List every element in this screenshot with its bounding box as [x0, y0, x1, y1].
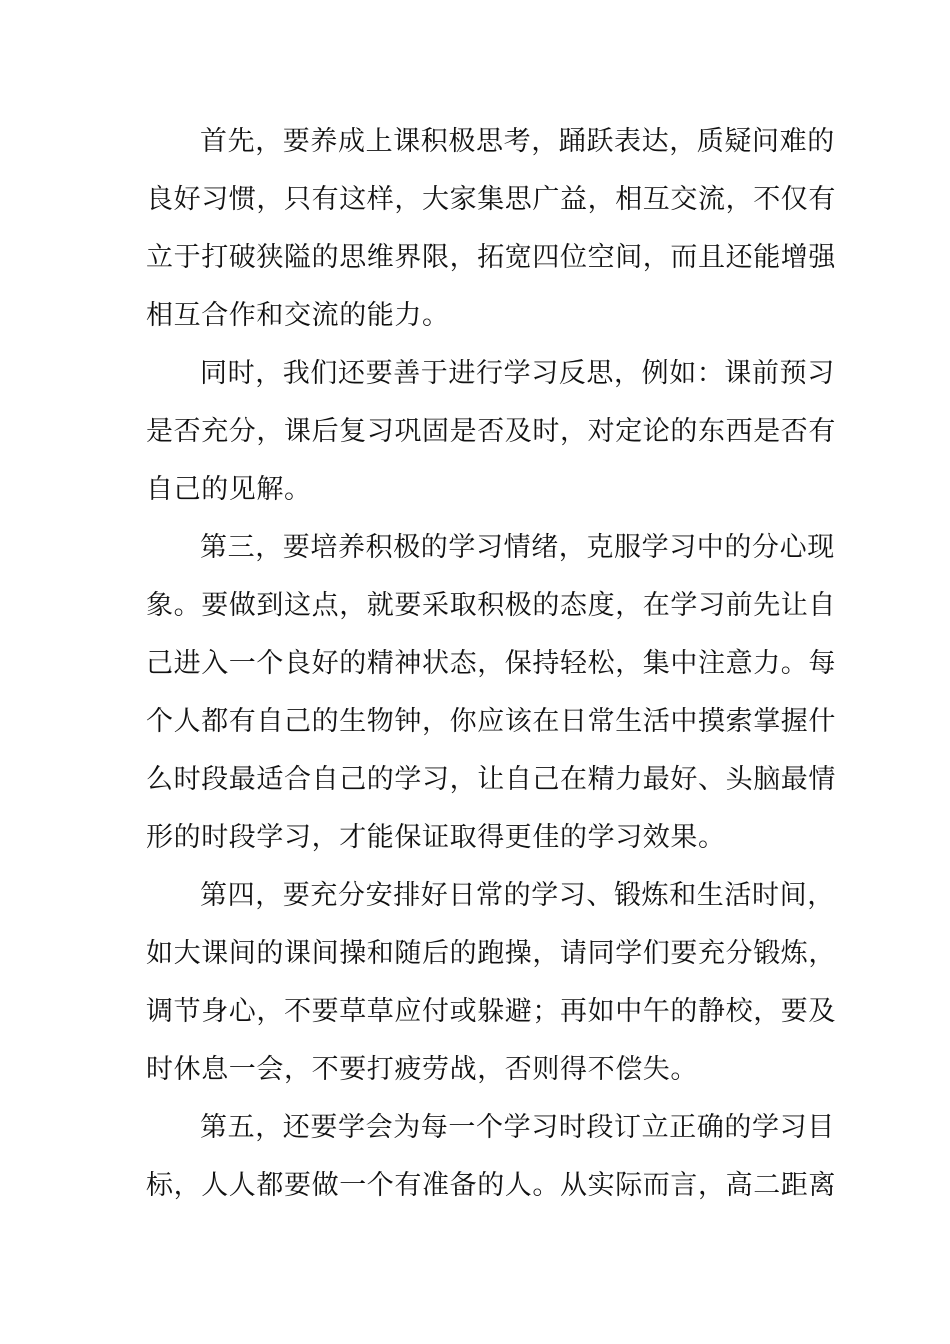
paragraph-5 — [146, 1099, 836, 1215]
paragraph-line: 如大课间的课间操和随后的跑操，请同学们要充分锻炼， — [146, 938, 836, 969]
paragraph-line: 个人都有自己的生物钟，你应该在日常生活中摸索掌握什 — [146, 706, 836, 737]
paragraph-2 — [146, 345, 836, 519]
paragraph-4 — [146, 867, 836, 1099]
paragraph-line: 时休息一会，不要打疲劳战，否则得不偿失。 — [146, 1054, 698, 1085]
paragraph-line: 首先，要养成上课积极思考，踊跃表达，质疑问难的 — [200, 126, 835, 157]
paragraph-line: 么时段最适合自己的学习，让自己在精力最好、头脑最情 — [146, 764, 836, 795]
paragraph-1 — [146, 113, 836, 345]
paragraph-line: 标，人人都要做一个有准备的人。从实际而言，高二距离 — [146, 1170, 836, 1201]
paragraph-line: 第三，要培养积极的学习情绪，克服学习中的分心现 — [200, 532, 835, 563]
paragraph-line: 调节身心，不要草草应付或躲避；再如中午的静校，要及 — [146, 996, 836, 1027]
paragraph-line: 同时，我们还要善于进行学习反思，例如：课前预习 — [200, 358, 835, 389]
paragraph-line: 是否充分，课后复习巩固是否及时，对定论的东西是否有 — [146, 416, 836, 447]
paragraph-line: 象。要做到这点，就要采取积极的态度，在学习前先让自 — [146, 590, 836, 621]
paragraph-line: 形的时段学习，才能保证取得更佳的学习效果。 — [146, 822, 726, 853]
paragraph-line: 良好习惯，只有这样，大家集思广益，相互交流，不仅有 — [146, 184, 836, 215]
paragraph-line: 相互合作和交流的能力。 — [146, 300, 450, 331]
paragraph-line: 自己的见解。 — [146, 474, 312, 505]
paragraph-3 — [146, 519, 836, 867]
paragraph-line: 立于打破狭隘的思维界限，拓宽四位空间，而且还能增强 — [146, 242, 836, 273]
paragraph-line: 第五，还要学会为每一个学习时段订立正确的学习目 — [200, 1112, 835, 1143]
paragraph-line: 己进入一个良好的精神状态，保持轻松，集中注意力。每 — [146, 648, 836, 679]
document-body — [146, 113, 836, 1215]
paragraph-line: 第四，要充分安排好日常的学习、锻炼和生活时间， — [200, 880, 835, 911]
